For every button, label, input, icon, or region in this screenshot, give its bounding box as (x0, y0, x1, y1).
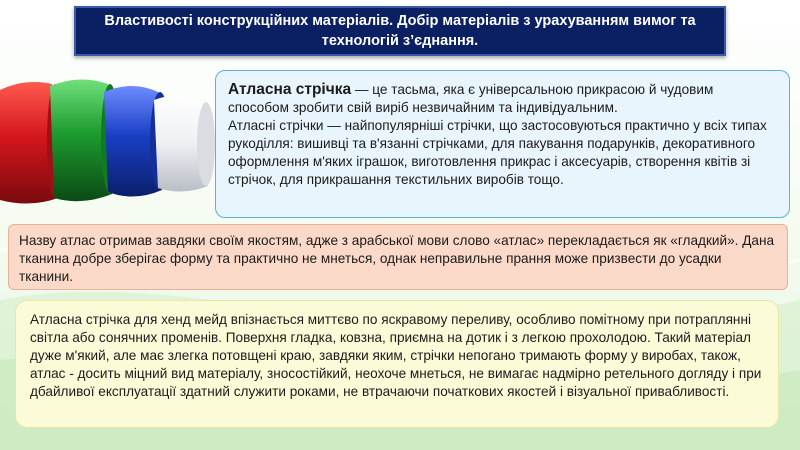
atlas-ribbon-definition-box (215, 70, 790, 218)
ribbon-spools-image (0, 70, 215, 215)
atlas-ribbon-term: Атласна стрічка (228, 81, 352, 98)
slide-title-line-1: Властивості конструкційних матеріалів. Добір матеріалів з урахуванням вимог та (104, 13, 696, 29)
atlas-ribbon-usage: Атласні стрічки — найпопулярніші стрічки, що застосовуються практично у всіх типах рукоділля: вишивці та в'язанні стрічками, для пакування подарунків, декоративного оформлення м'яких іграшок, виготовлення прикрас і аксесуарів, створення квітів зі стрічок, для прикрашання текстильних виробів тощо. (228, 118, 767, 187)
atlas-name-origin-box (8, 224, 788, 290)
atlas-ribbon-intro: — це тасьма, яка є універсальною прикрасою й чудовим способом зробити свій виріб незвичайним та індивідуальним. (228, 82, 714, 115)
atlas-properties-text: Атласна стрічка для хенд мейд впізнається миттєво по яскравому переливу, особливо помітному при потраплянні світла або сонячних променів. Поверхня гладка, ковзна, приємна на дотик і з легкою прохолодою. Такий матеріал дуже м'який, але має злегка потовщені краю, завдяки яким, стрічки непогано тримають форму у виробах, також, атлас - досить міцний вид матеріалу, зносостійкий, неохоче мнеться, не вимагає надмірно ретельного догляду і при дбайливої експлуатації здатний служити роками, не втрачаючи початкових якостей і візуальної привабливості. (30, 312, 762, 399)
slide-title (74, 6, 726, 56)
atlas-name-origin-text: Назву атлас отримав завдяки своїм якостям, адже з арабської мови слово «атлас» перекладається як «гладкий». Дана тканина добре зберігає форму та практично не мнеться, однак неправильне прання може призвести до усадки тканини. (19, 233, 775, 284)
atlas-properties-box (15, 300, 779, 428)
slide-title-line-2: технологій з’єднання. (321, 33, 479, 49)
white-ribbon-spool (154, 95, 215, 191)
